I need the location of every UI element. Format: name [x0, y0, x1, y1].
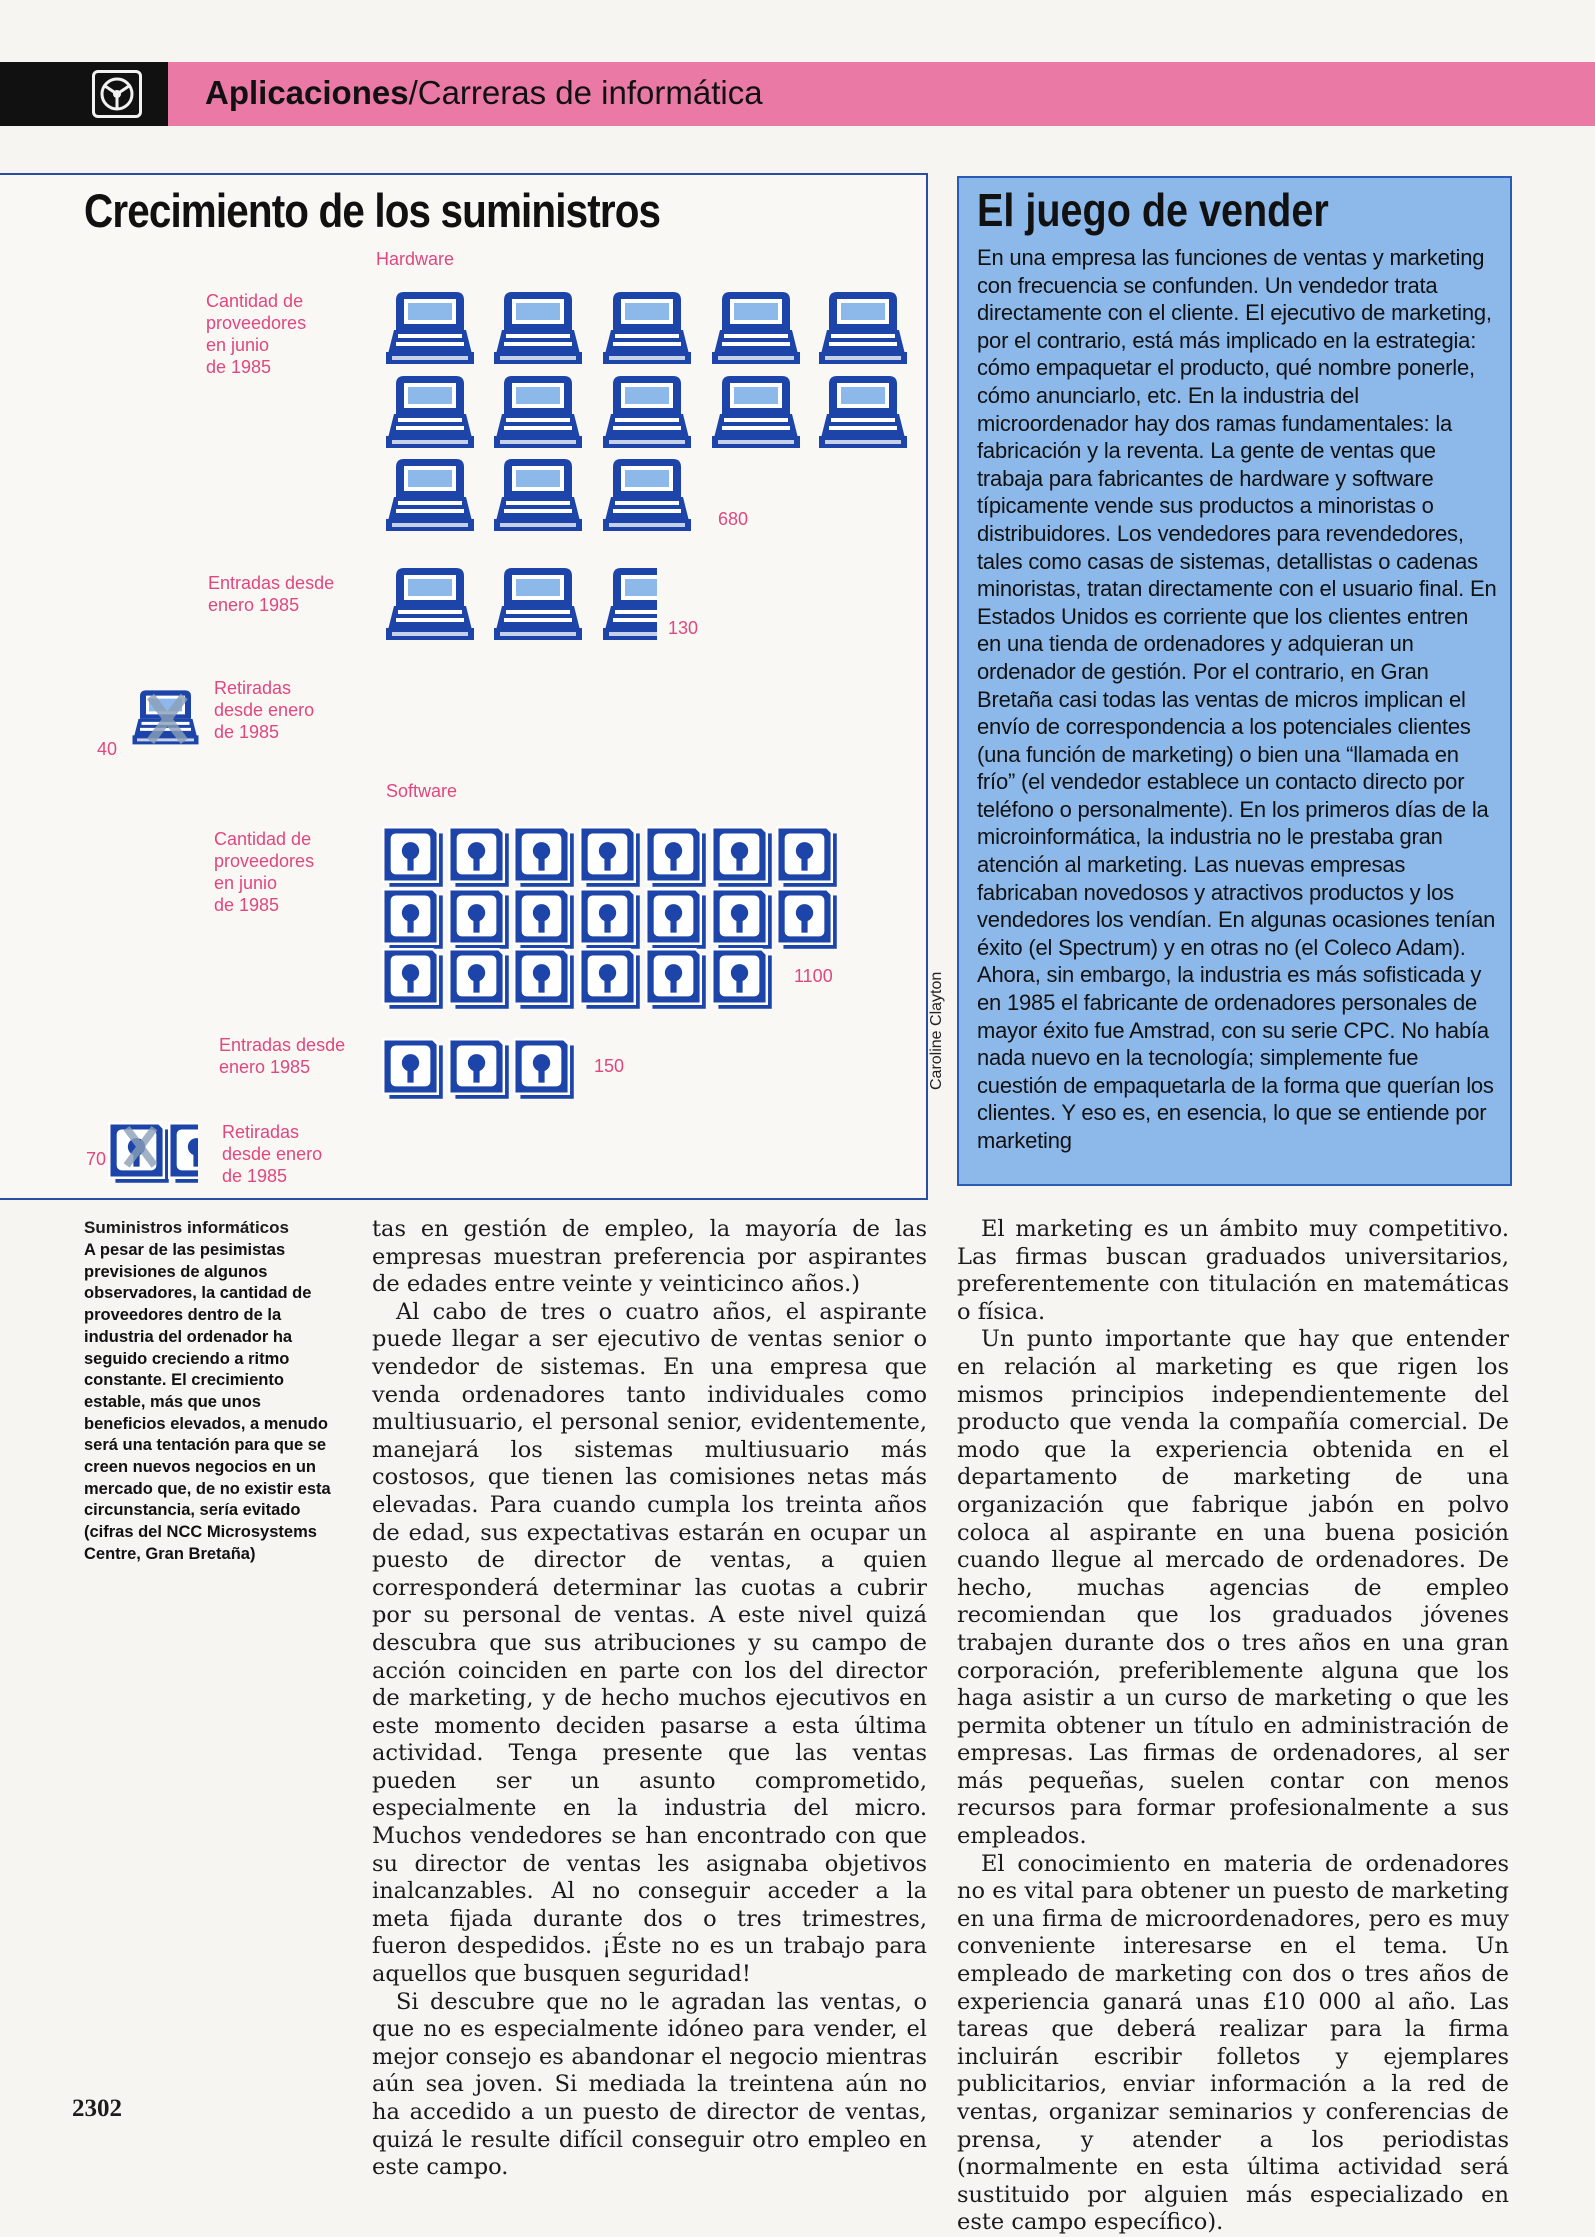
software-entry-disk-icon: [382, 1038, 444, 1100]
software-disk-icon: [711, 888, 773, 950]
caption-title: Suministros informáticos: [84, 1218, 289, 1237]
software-disk-icon: [382, 888, 444, 950]
hardware-exits-label: Retiradas desde enero de 1985: [214, 678, 315, 742]
software-disk-icon: [711, 826, 773, 888]
software-disk-icon: [711, 948, 773, 1010]
software-disk-icon: [448, 826, 510, 888]
software-disk-icon: [645, 826, 707, 888]
software-disk-icon: [645, 888, 707, 950]
hardware-suppliers-label: Cantidad de proveedores en junio de 1985: [206, 291, 307, 377]
software-disk-icon: [579, 948, 641, 1010]
software-exits-value: 70: [86, 1149, 107, 1169]
software-disk-icon: [776, 888, 838, 950]
paragraph: El conocimiento en materia de ordenadores no es vital para obtener un puesto de marketing en una firma de microordenadores, pero es muy conveniente interesarse en el tema. Un empleado de marketing con dos o tres años de experiencia ganará unas £10 000 al año. Las tareas que deberá realizar para la firma incluirán escribir folletos y ejemplares publicitarios, enviar información a la red de ventas, organizar seminarios y conferencias de prensa, y atender a los periodistas (normalmente en esta última actividad será sustituido por alguien más especializado en este campo específico).: [957, 1850, 1509, 2236]
hardware-suppliers-value: 680: [718, 509, 749, 529]
software-disk-icon: [513, 948, 575, 1010]
paragraph: El marketing es un ámbito muy competitivo. Las firmas buscan graduados universitarios, preferentemente con titulación en matemáticas o física.: [957, 1216, 1509, 1325]
software-disk-icon: [513, 826, 575, 888]
hardware-entry-computer-icon: [488, 566, 588, 641]
image-credit: Caroline Clayton: [928, 971, 945, 1090]
caption-body: A pesar de las pesimistas previsiones de algunos observadores, la cantidad de proveedores dentro de la industria del ordenador ha seguido creciendo a ritmo constante. El crecimiento estable, más que unos beneficios elevados, a menudo será una tentación para que se creen nuevos negocios en un mercado que, de no existir esta circunstancia, sería evitado (cifras del NCC Microsystems Centre, Gran Bretaña): [84, 1241, 331, 1563]
hardware-computer-icon: [597, 374, 697, 449]
software-disk-icon: [448, 948, 510, 1010]
hardware-entries-label: Entradas desde enero 1985: [208, 573, 335, 615]
body-column-right: [957, 1216, 1509, 2237]
software-suppliers-label: Cantidad de proveedores en junio de 1985: [214, 829, 315, 915]
hardware-computer-icon: [488, 457, 588, 532]
software-disk-icon: [645, 948, 707, 1010]
software-exit-disk-icon: [168, 1122, 198, 1184]
section-logo-icon: [92, 70, 142, 118]
hardware-computer-icon: [597, 457, 697, 532]
hardware-computer-icon: [813, 290, 913, 365]
paragraph: Un punto importante que hay que entender en relación al marketing es que rigen los mismos principios independientemente del producto que venda la compañía comercial. De modo que la experiencia obtenida en el departamento de marketing de una organización que fabrique jabón en polvo coloca al aspirante en una buena posición cuando llegue al mercado de ordenadores. De hecho, muchas agencias de empleo recomiendan que los graduados jóvenes trabajen durante dos o tres años en una gran corporación, preferiblemente alguna que los haga asistir a un curso de marketing o que les permita obtener un título en administración de empresas. Las firmas de ordenadores, al ser más pequeñas, suelen contar con menos recursos para formar profesionalmente a sus empleados.: [957, 1326, 1509, 1850]
hardware-computer-icon: [813, 374, 913, 449]
hardware-computer-icon: [706, 374, 806, 449]
software-entries-value: 150: [594, 1056, 625, 1076]
header-title: [205, 74, 763, 112]
software-suppliers-value: 1100: [794, 966, 833, 986]
hardware-computer-icon: [706, 290, 806, 365]
software-exit-disk-icon: [108, 1122, 170, 1184]
software-entries-label: Entradas desde enero 1985: [219, 1035, 346, 1077]
paragraph: Si descubre que no le agradan las ventas, o que no es especialmente idóneo para vender, el mejor consejo es abandonar el negocio mientras aún sea joven. Si mediada la treintena aún no ha accedido a un puesto de director de ventas, quizá le resulte difícil conseguir otro empleo en este campo.: [372, 1988, 927, 2181]
software-entry-disk-icon: [448, 1038, 510, 1100]
software-exits-label: Retiradas desde enero de 1985: [222, 1122, 323, 1186]
hardware-computer-icon: [488, 374, 588, 449]
hardware-computer-icon: [380, 374, 480, 449]
body-column-middle: [372, 1216, 927, 2182]
software-disk-icon: [579, 826, 641, 888]
hardware-computer-icon: [380, 457, 480, 532]
hardware-entry-computer-icon: [597, 566, 657, 641]
header-logo-block: [0, 62, 168, 126]
hardware-entry-computer-icon: [380, 566, 480, 641]
hardware-computer-icon: [380, 290, 480, 365]
software-disk-icon: [382, 948, 444, 1010]
software-entry-disk-icon: [513, 1038, 575, 1100]
header-subsection: Carreras de informática: [417, 74, 763, 111]
header-separator: /: [408, 74, 418, 111]
hardware-computer-icon: [597, 290, 697, 365]
software-disk-icon: [448, 888, 510, 950]
hardware-exit-computer-icon: [128, 677, 203, 757]
software-label: Software: [386, 781, 458, 801]
software-disk-icon: [382, 826, 444, 888]
hardware-exits-value: 40: [97, 739, 118, 759]
software-disk-icon: [776, 826, 838, 888]
page-number: 2302: [72, 2095, 122, 2122]
paragraph: tas en gestión de empleo, la mayoría de las empresas muestran preferencia por aspirantes de edades entre veinte y veinticinco años.): [372, 1216, 927, 1298]
hardware-computer-icon: [488, 290, 588, 365]
software-disk-icon: [513, 888, 575, 950]
header-section: Aplicaciones: [205, 74, 409, 111]
hardware-label: Hardware: [376, 249, 455, 269]
paragraph: Al cabo de tres o cuatro años, el aspirante puede llegar a ser ejecutivo de ventas senior o vendedor de sistemas. En una empresa que venda ordenadores tanto individuales como multiusuario, el personal senior, evidentemente, manejará los sistemas multiusuario más costosos, que tienen las comisiones netas más elevadas. Para cuando cumpla los treinta años de edad, sus expectativas estarán en ocupar un puesto de director de ventas, a quien corresponderá determinar las cuotas a cubrir por su personal de ventas. A este nivel quizá descubra que sus atribuciones y su campo de acción coinciden en parte con los del director de marketing, y de hecho muchos ejecutivos en este momento deciden pasarse a esta última actividad. Tenga presente que las ventas pueden ser un asunto comprometido, especialmente en la industria del micro. Muchos vendedores se han encontrado con que su director de ventas les asignaba objetivos inalcanzables. Al no conseguir acceder a la meta fijada durante dos o tres trimestres, fueron despedidos. ¡Éste no es un trabajo para aquellos que busquen seguridad!: [372, 1298, 927, 1988]
software-disk-icon: [579, 888, 641, 950]
sidebar-body: En una empresa las funciones de ventas y marketing con frecuencia se confunden. Un vendedor trata directamente con el cliente. El ejecutivo de marketing, por el contrario, está más implicado en la estrategia: cómo empaquetar el producto, qué nombre ponerle, cómo anunciarlo, etc. En la industria del microordenador hay dos ramas fundamentales: la fabricación y la reventa. La gente de ventas que trabaja para fabricantes de hardware y software típicamente vende sus productos a minoristas o distribuidores. Los vendedores para revendedores, tales como casas de sistemas, detallistas o cadenas minoristas, tratan directamente con el usuario final. En Estados Unidos es corriente que los clientes entren en una tienda de ordenadores y adquieran un ordenador de gestión. Por el contrario, en Gran Bretaña casi todas las ventas de micros implican el envío de correspondencia a los potenciales clientes (una función de marketing) o bien una “llamada en frío” (el vendedor establece un contacto directo por teléfono o personalmente). En los primeros días de la microinformática, la industria no le prestaba gran atención al marketing. Las nuevas empresas fabricaban novedosos y atractivos productos y los vendedores los vendían. En algunas ocasiones tenían éxito (el Spectrum) y en otras no (el Coleco Adam). Ahora, sin embargo, la industria es más sofisticada y en 1985 el fabricante de ordenadores personales de mayor éxito fue Amstrad, con su serie CPC. No había nada nuevo en la tecnología; simplemente fue cuestión de empaquetarla de la forma que querían los clientes. Y eso es, en esencia, lo que se entiende por marketing: [977, 245, 1497, 1153]
sidebar-title: El juego de vender: [977, 184, 1329, 236]
chart-title: Crecimiento de los suministros: [84, 184, 661, 237]
hardware-entries-value: 130: [668, 618, 699, 638]
